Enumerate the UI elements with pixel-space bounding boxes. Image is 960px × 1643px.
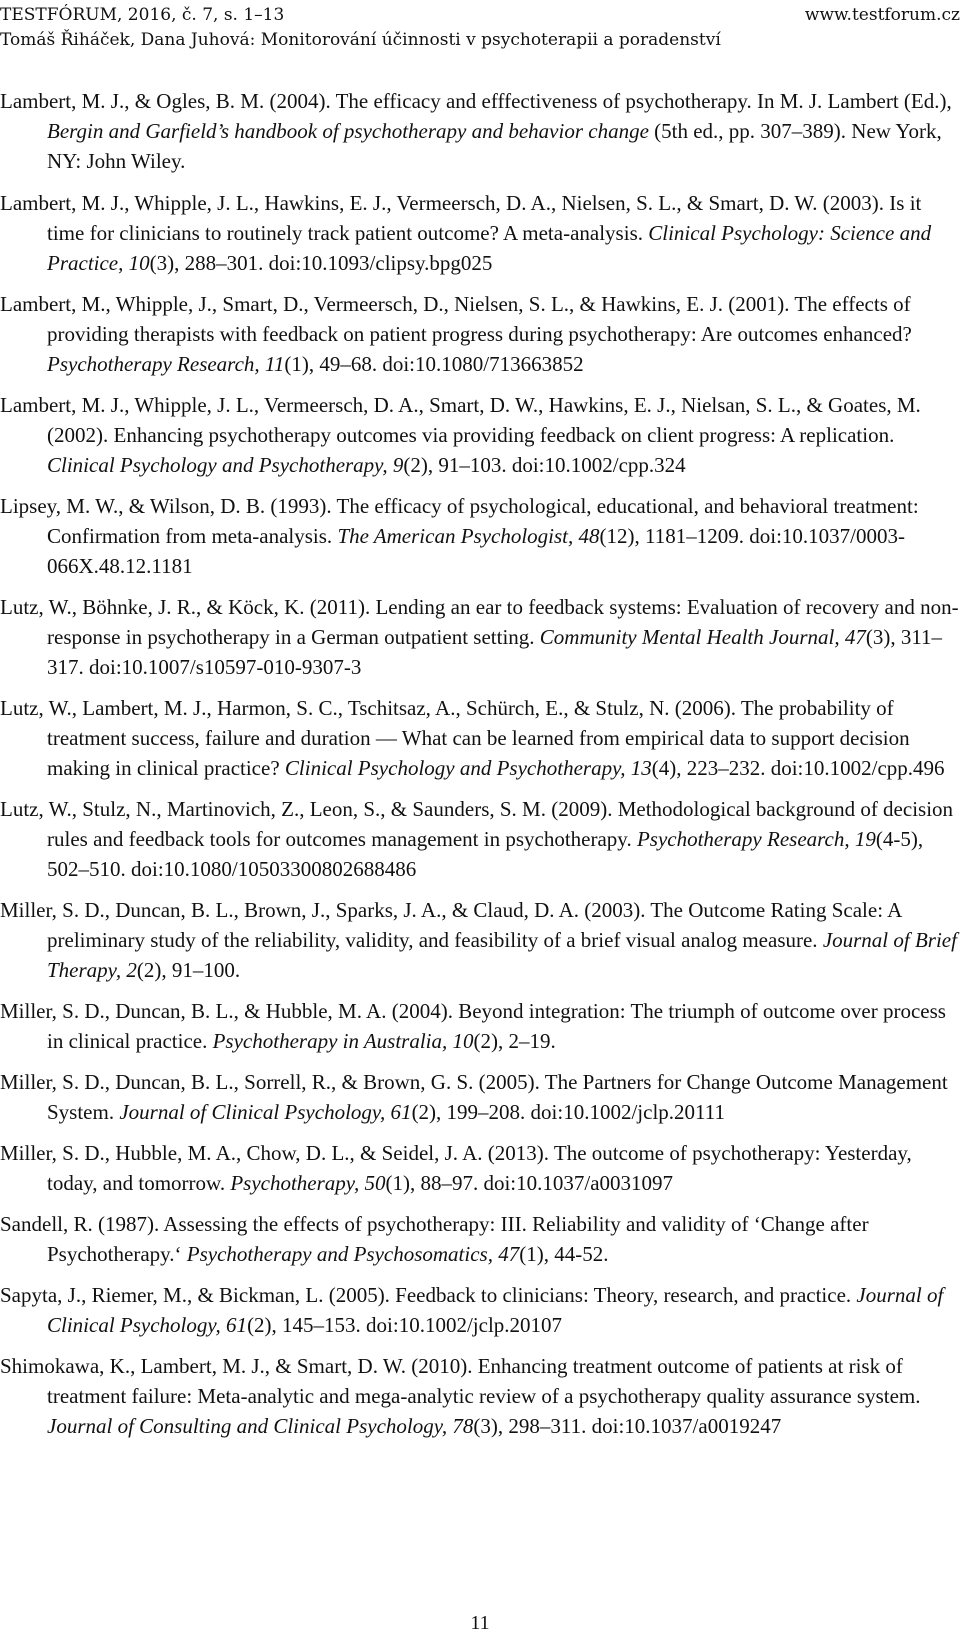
reference-entry <box>0 1067 960 1127</box>
reference-text: Shimokawa, K., Lambert, M. J., & Smart, D. W. (2010). Enhancing treatment outcome of patients at risk of treatment failure: Meta-analytic and mega-analytic review of a psychotherapy quality assurance system. <box>0 1354 921 1408</box>
reference-details: (1), 88–97. doi:10.1037/a0031097 <box>385 1171 674 1195</box>
reference-entry <box>0 794 960 884</box>
page-header <box>0 3 960 53</box>
reference-entry <box>0 895 960 985</box>
journal-citation: TESTFÓRUM, 2016, č. 7, s. 1–13 <box>0 5 285 25</box>
reference-entry <box>0 289 960 379</box>
reference-source: Journal of Consulting and Clinical Psychology, 78 <box>47 1414 474 1438</box>
reference-details: (2), 145–153. doi:10.1002/jclp.20107 <box>247 1313 563 1337</box>
reference-source: Bergin and Garfield’s handbook of psychotherapy and behavior change <box>47 119 649 143</box>
reference-entry <box>0 188 960 278</box>
reference-details: (2), 199–208. doi:10.1002/jclp.20111 <box>411 1100 725 1124</box>
reference-details: (4), 223–232. doi:10.1002/cpp.496 <box>651 756 945 780</box>
reference-text: Lambert, M. J., Whipple, J. L., Hawkins, E. J., Vermeersch, D. A., Nielsen, S. L., & Smart, D. W. (2003). Is it time for clinicians to routinely track patient outcome? A meta-analysis. <box>0 191 922 245</box>
reference-source: Psychotherapy and Psychosomatics, 47 <box>186 1242 520 1266</box>
reference-source: Psychotherapy, 50 <box>230 1171 386 1195</box>
article-authors-title: Tomáš Řiháček, Dana Juhová: Monitorování účinnosti v psychoterapii a poradenství <box>0 30 721 50</box>
reference-source: Psychotherapy Research, 19 <box>636 827 876 851</box>
reference-entry <box>0 1351 960 1441</box>
reference-text: Miller, S. D., Duncan, B. L., & Hubble, M. A. (2004). Beyond integration: The triumph of outcome over process in clinical practice. <box>0 999 946 1053</box>
reference-source: Psychotherapy Research, 11 <box>47 352 285 376</box>
reference-text: Lutz, W., Böhnke, J. R., & Köck, K. (2011). Lending an ear to feedback systems: Evaluation of recovery and non-response in psychotherapy in a German outpatient setting. <box>0 595 959 649</box>
reference-text: Lambert, M. J., Whipple, J. L., Vermeersch, D. A., Smart, D. W., Hawkins, E. J., Nielsan, S. L., & Goates, M. (2002). Enhancing psychotherapy outcomes via providing feedback on client progress: A replication. <box>0 393 921 447</box>
reference-entry <box>0 693 960 783</box>
reference-source: Journal of Clinical Psychology, 61 <box>47 1283 944 1337</box>
reference-source: The American Psychologist, 48 <box>337 524 600 548</box>
reference-text: Lambert, M., Whipple, J., Smart, D., Vermeersch, D., Nielsen, S. L., & Hawkins, E. J. (2001). The effects of providing therapists with feedback on patient progress during psychotherapy: Are outcomes enhanced? <box>0 292 912 346</box>
reference-source: Community Mental Health Journal, 47 <box>539 625 866 649</box>
reference-details: (3), 288–301. doi:10.1093/clipsy.bpg025 <box>149 251 493 275</box>
reference-text: Sapyta, J., Riemer, M., & Bickman, L. (2005). Feedback to clinicians: Theory, research, and practice. <box>0 1283 857 1307</box>
page-number: 11 <box>470 1612 490 1634</box>
reference-details: (5th ed., pp. 307–389). New York, NY: John Wiley. <box>47 119 942 173</box>
reference-source: Clinical Psychology: Science and Practice, 10 <box>47 221 932 275</box>
reference-details: (1), 49–68. doi:10.1080/713663852 <box>284 352 584 376</box>
reference-entry <box>0 390 960 480</box>
reference-text: Miller, S. D., Duncan, B. L., Brown, J., Sparks, J. A., & Claud, D. A. (2003). The Outcome Rating Scale: A preliminary study of the reliability, validity, and feasibility of a brief visual analog measure. <box>0 898 902 952</box>
reference-list <box>0 86 960 1452</box>
reference-text: Lambert, M. J., & Ogles, B. M. (2004). The efficacy and efffectiveness of psychotherapy. In M. J. Lambert (Ed.), <box>0 89 952 113</box>
reference-details: (4-5), 502–510. doi:10.1080/10503300802688486 <box>47 827 924 881</box>
reference-source: Clinical Psychology and Psychotherapy, 9 <box>47 453 404 477</box>
header-top-row <box>0 3 960 28</box>
reference-entry <box>0 996 960 1056</box>
reference-details: (2), 91–103. doi:10.1002/cpp.324 <box>403 453 686 477</box>
reference-entry <box>0 86 960 176</box>
reference-text: Lipsey, M. W., & Wilson, D. B. (1993). The efficacy of psychological, educational, and behavioral treatment: Confirmation from meta-analysis. <box>0 494 919 548</box>
reference-entry <box>0 1280 960 1340</box>
reference-text: Miller, S. D., Hubble, M. A., Chow, D. L., & Seidel, J. A. (2013). The outcome of psychotherapy: Yesterday, today, and tomorrow. <box>0 1141 912 1195</box>
reference-text: Sandell, R. (1987). Assessing the effects of psychotherapy: III. Reliability and validity of ‘Change after Psychotherapy.‘ <box>0 1212 869 1266</box>
reference-details: (3), 298–311. doi:10.1037/a0019247 <box>473 1414 782 1438</box>
reference-text: Lutz, W., Stulz, N., Martinovich, Z., Leon, S., & Saunders, S. M. (2009). Methodological background of decision rules and feedback tools for outcomes management in psychotherapy. <box>0 797 954 851</box>
reference-entry <box>0 491 960 581</box>
reference-details: (2), 91–100. <box>136 958 241 982</box>
reference-details: (3), 311–317. doi:10.1007/s10597-010-9307-3 <box>47 625 943 679</box>
reference-entry <box>0 1138 960 1198</box>
reference-text: Miller, S. D., Duncan, B. L., Sorrell, R., & Brown, G. S. (2005). The Partners for Change Outcome Management System. <box>0 1070 948 1124</box>
reference-text: Lutz, W., Lambert, M. J., Harmon, S. C., Tschitsaz, A., Schürch, E., & Stulz, N. (2006). The probability of treatment success, failure and duration — What can be learned from empirical data to support decision making in clinical practice? <box>0 696 910 780</box>
website-link[interactable]: www.testforum.cz <box>804 5 960 25</box>
reference-source: Journal of Brief Therapy, 2 <box>47 928 957 982</box>
reference-details: (12), 1181–1209. doi:10.1037/0003-066X.48.12.1181 <box>47 524 905 578</box>
reference-source: Journal of Clinical Psychology, 61 <box>119 1100 412 1124</box>
reference-entry <box>0 592 960 682</box>
reference-source: Psychotherapy in Australia, 10 <box>212 1029 474 1053</box>
reference-entry <box>0 1209 960 1269</box>
reference-details: (1), 44-52. <box>519 1242 609 1266</box>
reference-source: Clinical Psychology and Psychotherapy, 13 <box>284 756 652 780</box>
reference-details: (2), 2–19. <box>473 1029 556 1053</box>
